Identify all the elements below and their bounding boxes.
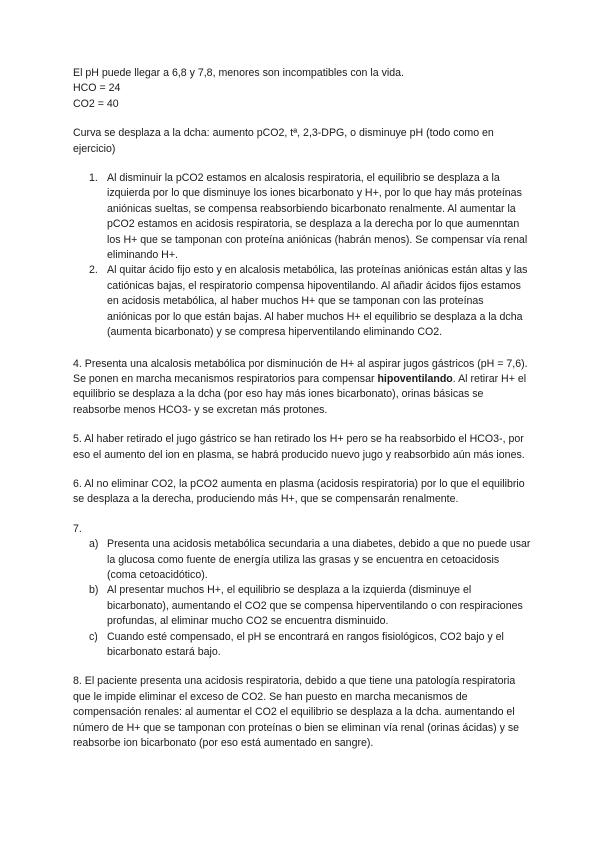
list-item-text: Al presentar muchos H+, el equilibrio se desplaza a la izquierda (disminuye el bicarbonato), aumentando el CO2 que se compensa hiperventilando o con respiraciones profundas, al eliminar mucho CO2 se encuentra disminuido. — [107, 584, 523, 628]
list-item-text: Al quitar ácido fijo esto y en alcalosis metabólica, las proteínas aniónicas están altas y las catiónicas bajas, el respiratorio compensa hipoventilando. Al añadir ácidos fijos estamos en acidosis metabólica, al haber muchos H+ que se tamponan con las proteínas aniónicas por lo que están bajas. Al haber muchos H+ el equilibrio se desplaza a la dcha (aumenta bicarbonato) y se compresa hiperventilando eliminando CO2. — [107, 264, 528, 339]
list-item — [73, 263, 531, 340]
list-marker: 2. — [89, 264, 98, 277]
curve-paragraph: Curva se desplaza a la dcha: aumento pCO2, tª, 2,3-DPG, o disminuye pH (todo como en ejercicio) — [73, 127, 494, 155]
intro-hco-line: HCO = 24 — [73, 82, 121, 95]
intro-ph-line: El pH puede llegar a 6,8 y 7,8, menores son incompatibles con la vida. — [73, 67, 404, 79]
list-item-text: Al disminuir la pCO2 estamos en alcalosis respiratoria, el equilibrio se desplaza a la izquierda por lo que disminuye los iones bicarbonato y H+, por lo que hay más proteínas aniónicas sueltas, se compensa reabsorbiendo bicarbonato renalmente. Al aumentar la pCO2 estamos en acidosis respiratoria, se desplaza a la derecha por lo que aumenntan los H+ que se tamponan con proteína aniónicas (habrán menos). Se compensar vía renal eliminando H+. — [107, 172, 528, 262]
paragraph-7-heading: 7. — [73, 522, 82, 535]
list-marker: 1. — [89, 172, 98, 185]
list-marker: c) — [89, 630, 98, 643]
numbered-list — [73, 171, 531, 340]
paragraph-5: 5. Al haber retirado el jugo gástrico se han retirado los H+ pero se ha reabsorbido el HCO3-, por eso el aumento del ion en plasma, se habrá producido nuevo jugo y reabsorbido aún más iones. — [73, 433, 525, 461]
paragraph-4-bold: hipoventilando — [377, 372, 453, 385]
list-item — [73, 630, 531, 661]
list-item-text: Cuando esté compensado, el pH se encontrará en rangos fisiológicos, CO2 bajo y el bicarbonato estará bajo. — [107, 630, 504, 658]
intro-co2-line: CO2 = 40 — [73, 97, 119, 110]
document-body — [73, 66, 531, 751]
lettered-list — [73, 537, 531, 660]
paragraph-4 — [73, 357, 531, 419]
paragraph-8: 8. El paciente presenta una acidosis respiratoria, debido a que tiene una patología respiratoria que le impide eliminar el exceso de CO2. Se han puesto en marcha mecanismos de compensación renales: al aumentar el CO2 el equilibrio se desplaza a la dcha. aumentando el número de H+ que se tamponan con proteínas o bien se eliminan vía renal (orinas ácidas) y se reabsorbe ion bicarbonato (por eso está aumentado en sangre). — [73, 675, 520, 750]
paragraph-4-text: 4. Presenta una alcalosis metabólica por disminución de H+ al aspirar jugos gástricos (pH = 7,6). Se ponen en marcha mecanismos respiratorios para compensar — [73, 357, 528, 385]
list-item-text: Presenta una acidosis metabólica secundaria a una diabetes, debido a que no puede usar la glucosa como fuente de energía utiliza las grasas y se encuentra en cetoacidosis (coma cetoacidótico). — [107, 538, 531, 581]
list-marker: b) — [89, 584, 99, 597]
list-item — [73, 537, 531, 583]
paragraph-4-text-end: . Al retirar H+ el equilibrio se desplaza a la dcha (por eso hay más iones bicarbonato), orinas básicas se reabsorbe menos HCO3- y se excretan más protones. — [73, 372, 527, 416]
list-item — [73, 583, 531, 629]
list-marker: a) — [89, 538, 99, 551]
paragraph-6: 6. Al no eliminar CO2, la pCO2 aumenta en plasma (acidosis respiratoria) por lo que el equilibrio se desplaza a la derecha, produciendo más H+, que se compensarán renalmente. — [73, 477, 525, 506]
list-item — [73, 171, 531, 263]
